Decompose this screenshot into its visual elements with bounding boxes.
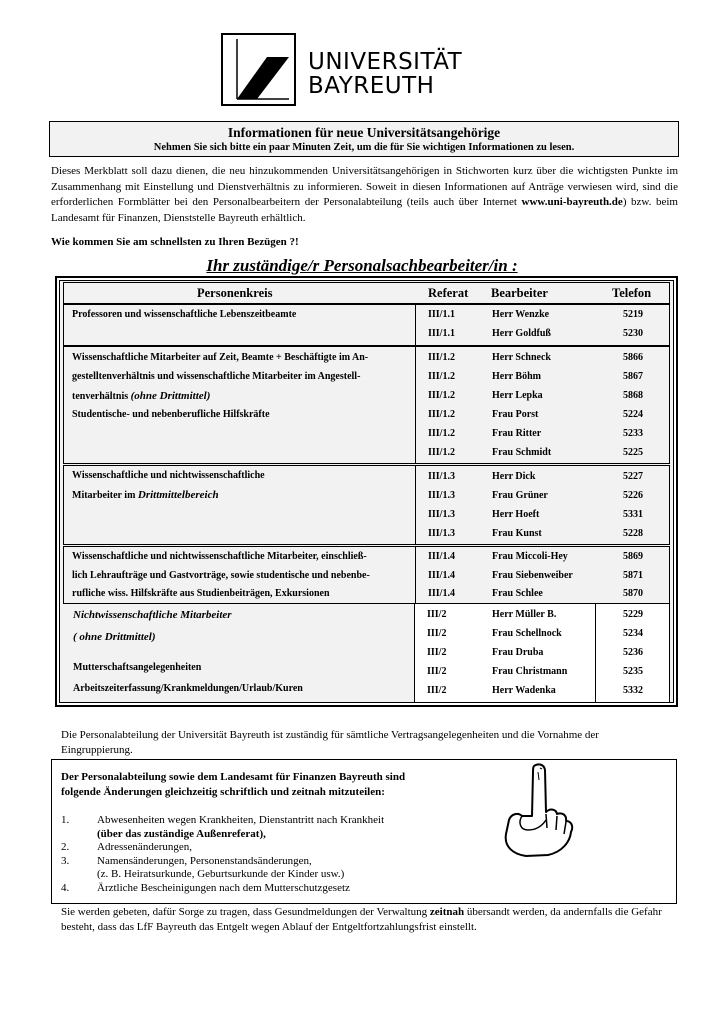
list-text: Adressenänderungen,: [97, 841, 192, 853]
referat-cell: III/1.2: [428, 447, 455, 458]
bearbeiter-cell: Herr Böhm: [492, 371, 541, 382]
notice-heading-line: folgende Änderungen gleichzeitig schriftlich und zeitnah mitzuteilen:: [61, 786, 385, 798]
referat-cell: III/2: [427, 666, 447, 677]
bearbeiter-cell: Frau Christmann: [492, 666, 568, 677]
telefon-cell: 5868: [623, 390, 643, 401]
bearbeiter-cell: Frau Kunst: [492, 528, 542, 539]
telefon-cell: 5233: [623, 428, 643, 439]
list-number: 2.: [61, 841, 70, 853]
list-item: [61, 814, 384, 828]
final-text: Sie werden gebeten, dafür Sorge zu tragen, dass Gesundmeldungen der Verwaltung: [61, 906, 430, 918]
telefon-cell: 5870: [623, 588, 643, 599]
notice-heading: [61, 770, 405, 800]
telefon-cell: 5234: [623, 628, 643, 639]
header-bearbeiter: Bearbeiter: [491, 286, 548, 300]
notice-heading-line: Der Personalabteilung sowie dem Landesamt für Finanzen Bayreuth sind: [61, 771, 406, 783]
table-group-nonscientific: [414, 604, 670, 703]
referat-cell: III/1.2: [428, 390, 455, 401]
wordmark-line1: UNIVERSITÄT: [308, 49, 463, 75]
table-row: [415, 663, 669, 682]
bearbeiter-cell: Frau Schmidt: [492, 447, 552, 458]
telefon-cell: 5225: [623, 447, 643, 458]
table-group-scientific-staff: [63, 346, 670, 464]
intro-text: Dieses Merkblatt soll dazu dienen, die neu hinzukommenden Universitätsangehörigen in Stichworten kurz über die wichtigsten Punkte im Zusammenhang mit Einstellung und Dienstverhältnis zu informieren. Soweit in diesen Informationen auf Anträge verwiesen wird, sind die erforderlichen Formblätter bei den Personalbearbeitern der Personalabteilung (teils auch über Internet: [51, 165, 678, 208]
group-line: gestelltenverhältnis und wissenschaftliche Mitarbeiter im Angestell-: [72, 371, 361, 382]
telefon-cell: 5866: [623, 352, 643, 363]
group-line: Professoren und wissenschaftliche Lebenszeitbeamte: [72, 309, 297, 320]
intro-link[interactable]: www.uni-bayreuth.de: [521, 196, 623, 208]
referat-cell: III/1.3: [428, 509, 455, 520]
referat-cell: III/2: [427, 628, 447, 639]
referat-cell: III/1.3: [428, 528, 455, 539]
table-row: [415, 625, 669, 644]
telefon-cell: 5236: [623, 647, 643, 658]
telefon-cell: 5871: [623, 570, 643, 581]
table-row: [64, 468, 669, 487]
bearbeiter-cell: Herr Hoeft: [492, 509, 540, 520]
table-header: [63, 282, 670, 304]
wordmark-line2: BAYREUTH: [308, 73, 435, 99]
telefon-cell: 5229: [623, 609, 643, 620]
notice-box: [51, 759, 677, 904]
group-line: Nichtwissenschaftliche Mitarbeiter: [73, 609, 232, 621]
final-emphasis: zeitnah: [429, 906, 465, 918]
referat-cell: III/2: [427, 609, 447, 620]
bearbeiter-cell: Frau Ritter: [492, 428, 542, 439]
table-row: [64, 306, 669, 325]
table-row: [415, 682, 669, 701]
group-line-part: Mitarbeiter im: [72, 490, 138, 501]
table-row: [64, 368, 669, 387]
table-row: [64, 567, 669, 586]
bearbeiter-cell: Herr Müller B.: [492, 609, 557, 620]
table-group-professors: [63, 304, 670, 346]
list-item: [61, 855, 384, 869]
group-line: rufliche wiss. Hilfskräfte aus Studienbeiträgen, Exkursionen: [72, 588, 330, 599]
telefon-cell: 5228: [623, 528, 643, 539]
bearbeiter-cell: Frau Grüner: [492, 490, 548, 501]
table-row: [64, 506, 669, 525]
bearbeiter-cell: Frau Druba: [492, 647, 544, 658]
bearbeiter-cell: Herr Schneck: [492, 352, 551, 363]
group-line: Studentische- und nebenberufliche Hilfskräfte: [72, 409, 270, 420]
final-text-end: übersandt werden, da andernfalls die Gefahr besteht, dass das LfF Bayreuth das Entgelt wegen Ablauf der Entgeltfortzahlungsfrist einstellt.: [61, 906, 662, 933]
bearbeiter-cell: Herr Wenzke: [492, 309, 550, 320]
responsibility-paragraph: Die Personalabteilung der Universität Bayreuth ist zuständig für sämtliche Vertragsangelegenheiten und die Vornahme der Eingruppierung.: [61, 729, 599, 756]
table-row: [415, 606, 669, 625]
list-number: 4.: [61, 881, 70, 894]
group-line-part: tenverhältnis: [72, 391, 131, 402]
section-title: Ihr zuständige/r Personalsachbearbeiter/in :: [206, 256, 518, 275]
group-line: lich Lehraufträge und Gastvorträge, sowie studentische und nebenbe-: [72, 570, 370, 581]
table-row: [64, 444, 669, 463]
university-wordmark: [308, 50, 462, 98]
referat-cell: III/2: [427, 685, 447, 696]
telefon-cell: 5227: [623, 471, 643, 482]
telefon-cell: 5235: [623, 666, 643, 677]
table-group-third-party: [63, 465, 670, 545]
table-row: [64, 349, 669, 368]
referat-cell: III/2: [427, 647, 447, 658]
table-row: [64, 525, 669, 544]
header-personenkreis: Personenkreis: [197, 286, 273, 300]
logo-emblem-icon: [223, 35, 294, 104]
raised-finger-icon: [476, 760, 586, 860]
bearbeiter-cell: Frau Schlee: [492, 588, 543, 599]
list-subtext: (z. B. Heiratsurkunde, Geburtsurkunde der Kinder usw.): [97, 868, 345, 880]
list-number: 3.: [61, 854, 70, 867]
referat-cell: III/1.3: [428, 471, 455, 482]
referat-cell: III/1.2: [428, 352, 455, 363]
list-item: [61, 841, 384, 855]
list-text: Abwesenheiten wegen Krankheiten, Dienstantritt nach Krankheit: [97, 814, 385, 826]
bearbeiter-cell: Frau Porst: [492, 409, 539, 420]
intro-paragraph: [51, 164, 678, 226]
intro-text-end: ) bzw. beim Landesamt für Finanzen, Dienststelle Bayreuth erhältlich.: [51, 196, 678, 224]
group-line: Wissenschaftliche und nichtwissenschaftliche Mitarbeiter, einschließ-: [72, 551, 367, 562]
notice-list: [61, 814, 384, 895]
list-item: [61, 882, 384, 896]
info-subtitle: Nehmen Sie sich bitte ein paar Minuten Zeit, um die für Sie wichtigen Informationen zu lesen.: [153, 142, 575, 153]
bearbeiter-cell: Frau Siebenweiber: [492, 570, 573, 581]
referat-cell: III/1.3: [428, 490, 455, 501]
group-description-nonscientific: [63, 604, 414, 703]
group-line-italic: (ohne Drittmittel): [130, 390, 211, 402]
telefon-cell: 5219: [623, 309, 643, 320]
table-row: [64, 387, 669, 406]
table-row: [64, 425, 669, 444]
telefon-cell: 5226: [623, 490, 643, 501]
table-row: [415, 644, 669, 663]
referat-cell: III/1.1: [428, 309, 455, 320]
table-row: [64, 487, 669, 506]
table-group-tuition-funds: [63, 546, 670, 604]
referat-cell: III/1.4: [428, 570, 455, 581]
table-row: [64, 548, 669, 567]
telefon-cell: 5332: [623, 685, 643, 696]
referat-cell: III/1.1: [428, 328, 455, 339]
table-row: [64, 406, 669, 425]
question-heading: Wie kommen Sie am schnellsten zu Ihren Bezügen ?!: [51, 236, 299, 248]
group-line: Arbeitszeiterfassung/Krankmeldungen/Urlaub/Kuren: [73, 683, 303, 694]
telefon-cell: 5224: [623, 409, 643, 420]
list-number: 1.: [61, 814, 70, 826]
referat-cell: III/1.2: [428, 428, 455, 439]
group-line: ( ohne Drittmittel): [73, 631, 156, 643]
group-line: Wissenschaftliche und nichtwissenschaftliche: [72, 470, 265, 481]
university-logo-emblem: [221, 33, 296, 106]
list-subitem: [61, 828, 384, 842]
referat-cell: III/1.2: [428, 371, 455, 382]
bearbeiter-cell: Herr Dick: [492, 471, 536, 482]
referat-cell: III/1.2: [428, 409, 455, 420]
bearbeiter-cell: Herr Lepka: [492, 390, 543, 401]
list-text: Ärztliche Bescheinigungen nach dem Mutterschutzgesetz: [97, 881, 350, 894]
list-subtext: (über das zuständige Außenreferat),: [97, 827, 266, 840]
bearbeiter-cell: Herr Goldfuß: [492, 328, 551, 339]
telefon-cell: 5331: [623, 509, 643, 520]
group-line-italic: Drittmittelbereich: [137, 489, 219, 501]
info-header-box: [49, 121, 679, 157]
telefon-cell: 5230: [623, 328, 643, 339]
table-row: [64, 585, 669, 604]
bearbeiter-cell: Herr Wadenka: [492, 685, 556, 696]
telefon-cell: 5867: [623, 371, 643, 382]
header-telefon: Telefon: [612, 286, 652, 300]
telefon-cell: 5869: [623, 551, 643, 562]
referat-cell: III/1.4: [428, 551, 455, 562]
header-referat: Referat: [428, 286, 469, 300]
final-paragraph: [61, 905, 674, 935]
group-line: Mutterschaftsangelegenheiten: [73, 662, 202, 673]
bearbeiter-cell: Frau Miccoli-Hey: [492, 551, 568, 562]
group-line: Wissenschaftliche Mitarbeiter auf Zeit, Beamte + Beschäftigte im An-: [72, 352, 369, 363]
bearbeiter-cell: Frau Schellnock: [492, 628, 562, 639]
table-row: [64, 325, 669, 344]
referat-cell: III/1.4: [428, 588, 455, 599]
info-title: Informationen für neue Universitätsangehörige: [227, 125, 501, 140]
list-subitem: [61, 868, 384, 882]
list-text: Namensänderungen, Personenstandsänderungen,: [97, 854, 312, 867]
